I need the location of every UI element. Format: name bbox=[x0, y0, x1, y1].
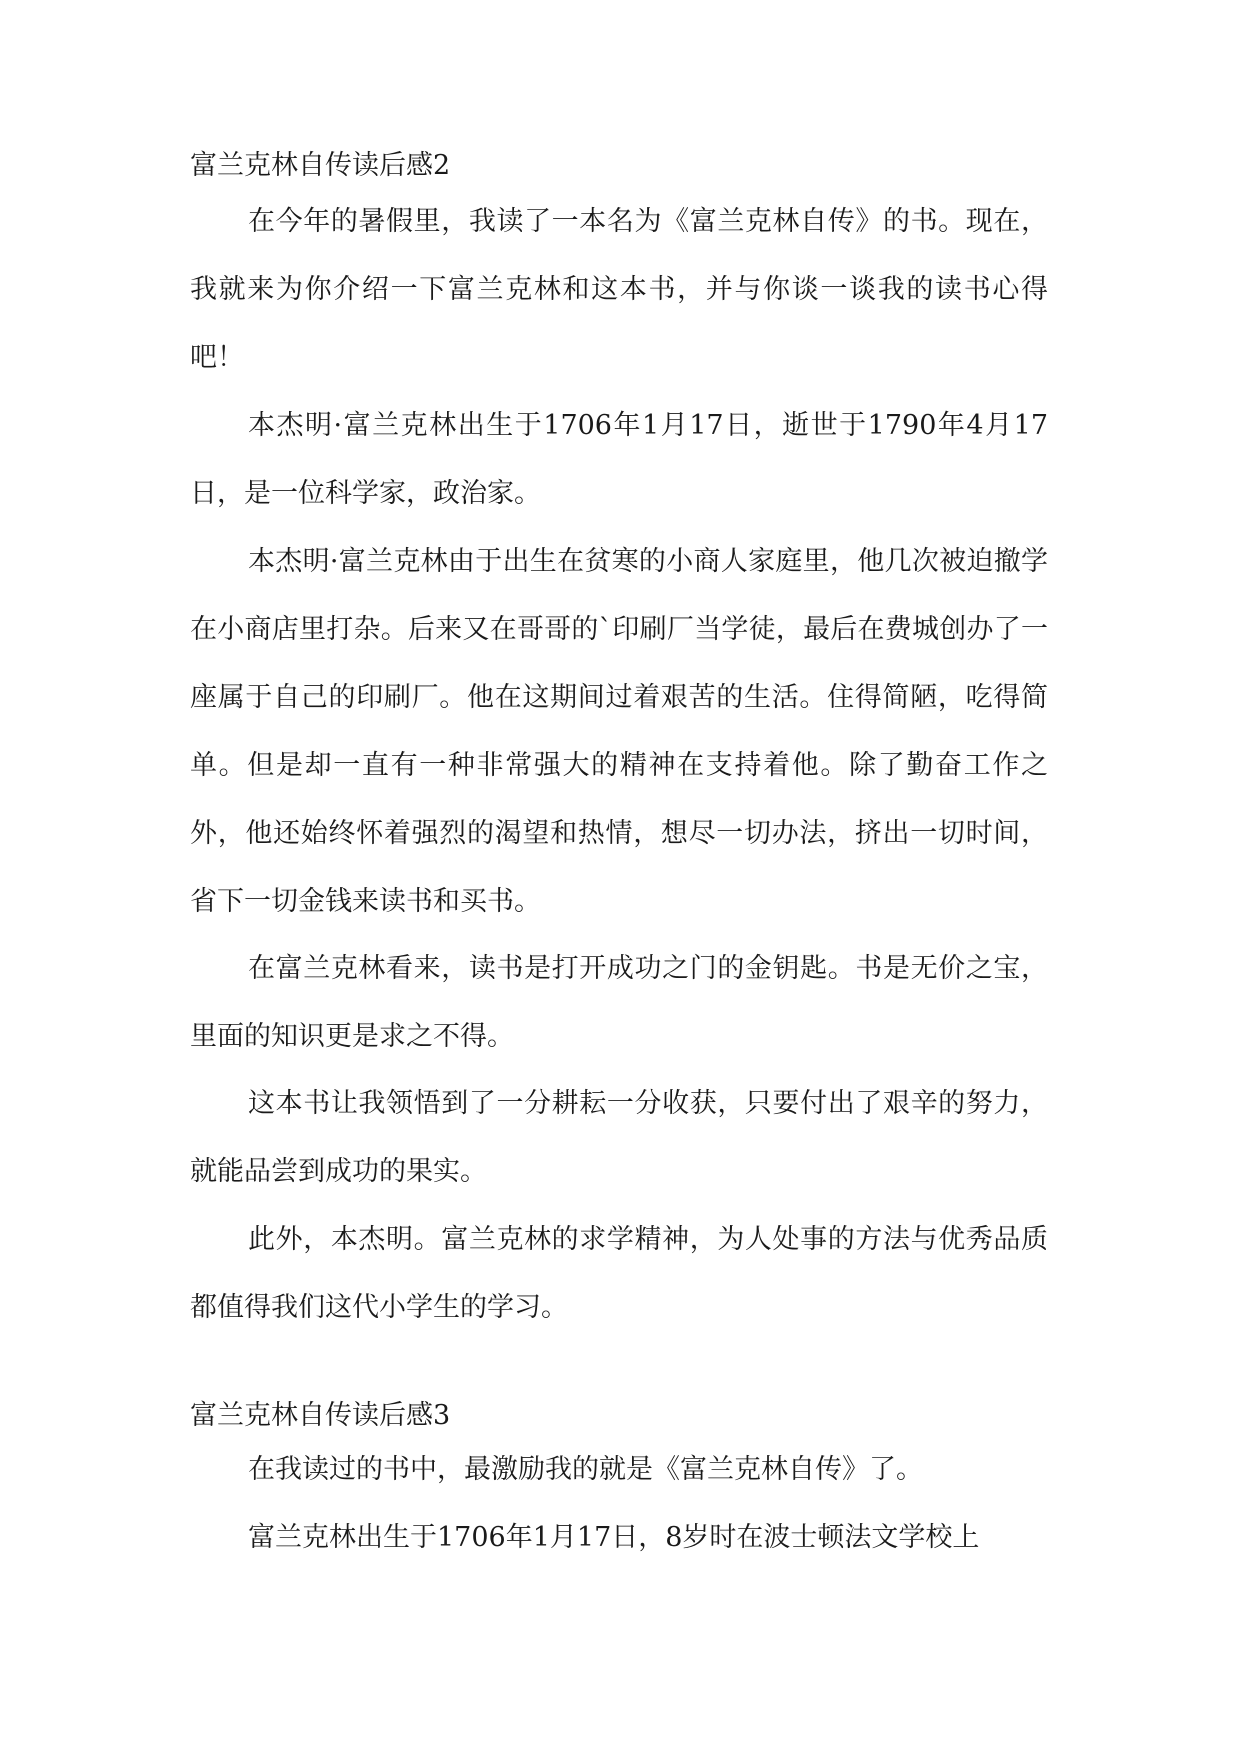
section-2-paragraph-3: 本杰明·富兰克林由于出生在贫寒的小商人家庭里，他几次被迫撤学在小商店里打杂。后来又在哥哥的`印刷厂当学徒，最后在费城创办了一座属于自己的印刷厂。他在这期间过着艰苦的生活。住得简陋，吃得简单。但是却一直有一种非常强大的精神在支持着他。除了勤奋工作之外，他还始终怀着强烈的渴望和热情，想尽一切办法，挤出一切时间，省下一切金钱来读书和买书。 bbox=[190, 546, 1048, 917]
section-2-paragraph-5: 这本书让我领悟到了一分耕耘一分收获，只要付出了艰辛的努力，就能品尝到成功的果实。 bbox=[190, 1088, 1048, 1187]
section-2-paragraph-6: 此外，本杰明。富兰克林的求学精神，为人处事的方法与优秀品质都值得我们这代小学生的学习。 bbox=[190, 1224, 1048, 1323]
section-2-paragraph-2: 本杰明·富兰克林出生于1706年1月17日，逝世于1790年4月17日，是一位科学家，政治家。 bbox=[190, 410, 1048, 509]
section-2-paragraph-4: 在富兰克林看来，读书是打开成功之门的金钥匙。书是无价之宝，里面的知识更是求之不得。 bbox=[190, 953, 1048, 1052]
section-3-paragraph-1: 在我读过的书中，最激励我的就是《富兰克林自传》了。 bbox=[248, 1454, 923, 1485]
section-3-title: 富兰克林自传读后感3 bbox=[190, 1400, 451, 1431]
section-3-paragraph-2: 富兰克林出生于1706年1月17日，8岁时在波士顿法文学校上 bbox=[248, 1522, 980, 1553]
section-2-paragraph-1: 在今年的暑假里，我读了一本名为《富兰克林自传》的书。现在，我就来为你介绍一下富兰克林和这本书，并与你谈一谈我的读书心得吧！ bbox=[190, 206, 1048, 373]
section-2-title: 富兰克林自传读后感2 bbox=[190, 150, 451, 181]
